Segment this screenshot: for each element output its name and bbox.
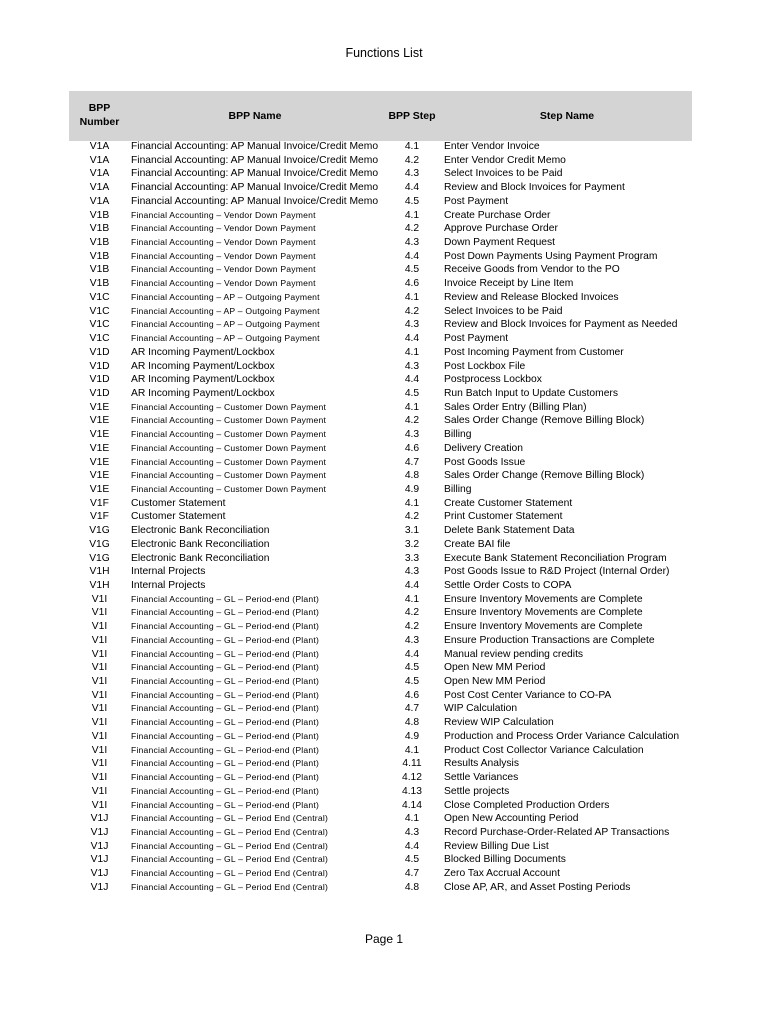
cell-step-name: Open New Accounting Period (444, 813, 579, 825)
cell-step-name: Approve Purchase Order (444, 223, 558, 235)
cell-bpp-name: Electronic Bank Reconciliation (131, 525, 270, 537)
table-row (69, 373, 692, 387)
cell-bpp-step: 4.6 (404, 278, 420, 290)
cell-bpp-number: V1B (89, 250, 110, 262)
cell-bpp-step: 4.1 (404, 497, 420, 509)
cell-bpp-name: Internal Projects (131, 580, 206, 591)
cell-bpp-step: 4.4 (404, 333, 420, 345)
header-step-name: Step Name (539, 110, 595, 122)
table-row (69, 442, 692, 456)
cell-bpp-number: V1D (89, 346, 110, 358)
cell-bpp-step: 4.3 (404, 566, 420, 578)
table-row (69, 167, 692, 181)
cell-bpp-name: Electronic Bank Reconciliation (131, 538, 270, 550)
document-title: Functions List (345, 46, 423, 60)
cell-step-name: Sales Order Change (Remove Billing Block) (444, 415, 645, 427)
cell-bpp-number: V1I (91, 772, 108, 784)
cell-bpp-name: Financial Accounting – GL – Period-end (Plant) (131, 676, 320, 687)
cell-bpp-step: 4.8 (404, 881, 420, 893)
cell-bpp-number: V1B (89, 278, 110, 290)
cell-bpp-name: Financial Accounting – GL – Period-end (Plant) (131, 717, 320, 728)
cell-bpp-step: 4.2 (404, 154, 420, 166)
cell-bpp-name: Financial Accounting – GL – Period-end (Plant) (131, 607, 320, 618)
cell-bpp-number: V1I (91, 634, 108, 646)
cell-step-name: Ensure Inventory Movements are Complete (444, 593, 643, 605)
cell-bpp-name: Financial Accounting: AP Manual Invoice/Credit Memo (131, 168, 379, 180)
cell-bpp-name: Customer Statement (131, 497, 226, 509)
table-row (69, 209, 692, 223)
cell-step-name: Execute Bank Statement Reconciliation Program (444, 552, 667, 564)
cell-step-name: Postprocess Lockbox (444, 374, 542, 386)
table-row (69, 565, 692, 579)
table-row (69, 277, 692, 291)
cell-bpp-number: V1H (89, 580, 110, 591)
table-row (69, 195, 692, 209)
cell-bpp-step: 4.4 (404, 580, 420, 591)
cell-bpp-name: Financial Accounting – GL – Period End (Central) (131, 840, 329, 851)
cell-bpp-name: Financial Accounting: AP Manual Invoice/Credit Memo (131, 182, 379, 194)
cell-step-name: Create Purchase Order (444, 209, 551, 221)
table-row (69, 881, 692, 895)
cell-step-name: Ensure Inventory Movements are Complete (444, 607, 643, 619)
cell-bpp-step: 3.3 (404, 552, 420, 564)
cell-bpp-number: V1D (89, 374, 110, 386)
cell-bpp-number: V1E (89, 429, 110, 441)
cell-bpp-step: 4.3 (404, 429, 420, 441)
table-row (69, 757, 692, 771)
table-row (69, 702, 692, 716)
cell-step-name: Ensure Inventory Movements are Complete (444, 621, 643, 633)
cell-step-name: Zero Tax Accrual Account (444, 868, 560, 880)
table-row (69, 785, 692, 799)
cell-bpp-step: 3.2 (404, 538, 420, 550)
cell-bpp-name: Financial Accounting – GL – Period End (Central) (131, 881, 329, 892)
cell-bpp-name: Financial Accounting: AP Manual Invoice/Credit Memo (131, 154, 379, 166)
cell-step-name: Settle projects (444, 785, 510, 797)
cell-bpp-step: 4.3 (404, 360, 420, 372)
cell-bpp-step: 4.3 (404, 826, 420, 838)
cell-step-name: Post Incoming Payment from Customer (444, 346, 624, 358)
cell-bpp-step: 4.11 (402, 758, 422, 770)
cell-bpp-name: Financial Accounting – Vendor Down Payment (131, 237, 316, 248)
cell-bpp-number: V1J (90, 881, 109, 893)
cell-bpp-number: V1E (89, 470, 110, 482)
cell-bpp-name: Financial Accounting – Vendor Down Payment (131, 209, 316, 220)
table-row (69, 305, 692, 319)
cell-bpp-step: 4.7 (404, 868, 420, 880)
table-row (69, 414, 692, 428)
cell-bpp-name: Financial Accounting – GL – Period-end (Plant) (131, 593, 320, 604)
cell-bpp-name: Financial Accounting – GL – Period-end (Plant) (131, 703, 320, 714)
cell-step-name: Billing (444, 483, 472, 495)
cell-bpp-number: V1A (89, 168, 110, 180)
cell-bpp-number: V1A (89, 195, 110, 207)
cell-bpp-step: 4.4 (404, 250, 420, 262)
table-row (69, 456, 692, 470)
cell-step-name: Create BAI file (444, 538, 511, 550)
cell-step-name: Open New MM Period (444, 662, 546, 674)
cell-bpp-name: Financial Accounting – AP – Outgoing Payment (131, 333, 320, 344)
cell-bpp-step: 4.4 (404, 648, 420, 660)
cell-step-name: Review Billing Due List (444, 840, 549, 852)
cell-step-name: Open New MM Period (444, 676, 546, 688)
cell-bpp-step: 4.2 (404, 621, 420, 633)
cell-step-name: Review WIP Calculation (444, 717, 554, 729)
table-row (69, 867, 692, 881)
cell-step-name: Ensure Production Transactions are Complete (444, 634, 655, 646)
table-row (69, 744, 692, 758)
cell-bpp-name: AR Incoming Payment/Lockbox (131, 374, 275, 386)
cell-bpp-number: V1I (91, 676, 108, 688)
cell-bpp-number: V1J (90, 813, 109, 825)
cell-bpp-number: V1B (89, 264, 110, 276)
cell-bpp-name: AR Incoming Payment/Lockbox (131, 387, 275, 399)
cell-bpp-name: Electronic Bank Reconciliation (131, 552, 270, 564)
table-row (69, 853, 692, 867)
table-row (69, 648, 692, 662)
table-row (69, 606, 692, 620)
cell-step-name: Enter Vendor Credit Memo (444, 154, 566, 166)
cell-bpp-step: 4.1 (404, 291, 420, 303)
cell-bpp-number: V1C (89, 319, 110, 331)
cell-bpp-name: Financial Accounting – Vendor Down Payment (131, 223, 316, 234)
cell-bpp-number: V1I (91, 689, 108, 701)
cell-step-name: Sales Order Entry (Billing Plan) (444, 401, 587, 413)
cell-step-name: Receive Goods from Vendor to the PO (444, 264, 620, 276)
cell-bpp-step: 4.4 (404, 840, 420, 852)
cell-bpp-name: Financial Accounting – GL – Period-end (Plant) (131, 634, 320, 645)
cell-bpp-number: V1I (91, 593, 108, 605)
table-row (69, 812, 692, 826)
cell-bpp-step: 4.7 (404, 703, 420, 715)
cell-bpp-number: V1I (91, 785, 108, 797)
table-row (69, 154, 692, 168)
cell-bpp-name: AR Incoming Payment/Lockbox (131, 346, 275, 358)
cell-bpp-name: Financial Accounting – GL – Period-end (Plant) (131, 744, 320, 755)
header-bpp-number: BPP Number (79, 102, 120, 128)
cell-step-name: Enter Vendor Invoice (444, 141, 540, 152)
table-row (69, 799, 692, 813)
cell-bpp-step: 4.2 (404, 415, 420, 427)
cell-step-name: Post Goods Issue (444, 456, 526, 468)
cell-step-name: Create Customer Statement (444, 497, 573, 509)
cell-bpp-number: V1F (90, 497, 109, 509)
table-row (69, 250, 692, 264)
cell-bpp-step: 4.2 (404, 305, 420, 317)
cell-bpp-step: 4.12 (401, 772, 423, 784)
cell-bpp-number: V1B (89, 209, 110, 221)
cell-bpp-step: 4.6 (404, 442, 420, 454)
table-header (69, 91, 692, 141)
cell-bpp-step: 4.2 (404, 511, 420, 523)
cell-bpp-name: Financial Accounting – Customer Down Payment (131, 401, 327, 412)
cell-bpp-name: Financial Accounting – GL – Period-end (Plant) (131, 772, 320, 783)
table-row (69, 483, 692, 497)
table-row (69, 675, 692, 689)
cell-bpp-number: V1D (89, 387, 110, 399)
cell-bpp-number: V1I (91, 662, 108, 674)
cell-bpp-name: Financial Accounting – AP – Outgoing Payment (131, 291, 320, 302)
cell-bpp-number: V1E (89, 442, 110, 454)
table-row (69, 387, 692, 401)
cell-bpp-number: V1I (91, 717, 108, 729)
cell-bpp-step: 4.13 (401, 785, 423, 797)
cell-bpp-step: 4.5 (404, 676, 420, 688)
cell-step-name: Settle Variances (444, 772, 519, 784)
cell-step-name: Close AP, AR, and Asset Posting Periods (444, 881, 631, 893)
cell-bpp-name: Customer Statement (131, 511, 226, 523)
cell-bpp-name: Financial Accounting – Customer Down Payment (131, 415, 327, 426)
cell-step-name: Post Cost Center Variance to CO-PA (444, 689, 612, 701)
cell-bpp-number: V1I (91, 730, 108, 742)
table-row (69, 552, 692, 566)
cell-bpp-name: Financial Accounting – GL – Period-end (Plant) (131, 648, 320, 659)
cell-step-name: Run Batch Input to Update Customers (444, 387, 618, 399)
cell-step-name: Delivery Creation (444, 442, 523, 454)
cell-bpp-step: 4.8 (404, 470, 420, 482)
cell-bpp-step: 4.7 (404, 456, 420, 468)
cell-bpp-step: 3.1 (404, 525, 420, 537)
functions-table-body (69, 140, 692, 895)
table-row (69, 401, 692, 415)
table-row (69, 771, 692, 785)
cell-bpp-number: V1J (90, 854, 109, 866)
cell-bpp-name: Financial Accounting – GL – Period-end (Plant) (131, 758, 320, 769)
cell-bpp-step: 4.3 (404, 168, 420, 180)
cell-bpp-step: 4.1 (404, 813, 420, 825)
cell-step-name: Post Lockbox File (444, 360, 526, 372)
cell-bpp-step: 4.3 (404, 634, 420, 646)
cell-step-name: Print Customer Statement (444, 511, 563, 523)
table-row (69, 730, 692, 744)
cell-bpp-number: V1B (89, 223, 110, 235)
cell-bpp-step: 4.14 (401, 799, 423, 811)
header-bpp-name: BPP Name (228, 110, 282, 122)
table-row (69, 360, 692, 374)
table-row (69, 291, 692, 305)
table-row (69, 332, 692, 346)
cell-bpp-name: Financial Accounting – GL – Period End (Central) (131, 854, 329, 865)
table-row (69, 510, 692, 524)
table-row (69, 661, 692, 675)
cell-bpp-step: 4.5 (404, 387, 420, 399)
cell-bpp-name: Financial Accounting – GL – Period-end (Plant) (131, 785, 320, 796)
cell-bpp-step: 4.5 (404, 662, 420, 674)
table-row (69, 524, 692, 538)
cell-bpp-name: Financial Accounting – Vendor Down Payment (131, 250, 316, 261)
table-row (69, 181, 692, 195)
cell-bpp-number: V1G (89, 552, 110, 564)
cell-bpp-number: V1E (89, 415, 110, 427)
cell-bpp-number: V1F (90, 511, 109, 523)
cell-bpp-name: Financial Accounting – GL – Period End (Central) (131, 826, 329, 837)
cell-step-name: Manual review pending credits (444, 648, 584, 660)
cell-bpp-number: V1J (90, 840, 109, 852)
cell-bpp-number: V1E (89, 483, 110, 495)
cell-bpp-name: Financial Accounting – Customer Down Payment (131, 470, 327, 481)
cell-bpp-step: 4.6 (404, 689, 420, 701)
cell-bpp-number: V1I (91, 607, 108, 619)
cell-bpp-step: 4.5 (404, 195, 420, 207)
table-row (69, 593, 692, 607)
table-row (69, 318, 692, 332)
cell-bpp-number: V1I (91, 758, 108, 770)
cell-bpp-step: 4.4 (404, 182, 420, 194)
cell-bpp-step: 4.4 (404, 374, 420, 386)
cell-step-name: Review and Block Invoices for Payment as Needed (444, 319, 678, 331)
cell-step-name: Record Purchase-Order-Related AP Transactions (444, 826, 670, 838)
table-row (69, 634, 692, 648)
cell-step-name: Post Payment (444, 195, 509, 207)
cell-bpp-name: Financial Accounting – Vendor Down Payment (131, 278, 316, 289)
cell-bpp-name: Financial Accounting: AP Manual Invoice/Credit Memo (131, 195, 379, 207)
cell-bpp-number: V1G (89, 525, 110, 537)
cell-bpp-number: V1B (89, 237, 110, 249)
cell-bpp-number: V1A (89, 154, 110, 166)
cell-step-name: Post Goods Issue to R&D Project (Internal Order) (444, 566, 670, 578)
cell-bpp-name: Financial Accounting – AP – Outgoing Payment (131, 305, 320, 316)
cell-bpp-name: Financial Accounting – Customer Down Payment (131, 429, 327, 440)
cell-step-name: Production and Process Order Variance Calculation (444, 730, 680, 742)
cell-bpp-name: Financial Accounting – GL – Period-end (Plant) (131, 689, 320, 700)
table-row (69, 346, 692, 360)
cell-bpp-step: 4.1 (404, 346, 420, 358)
table-row (69, 716, 692, 730)
cell-bpp-number: V1D (89, 360, 110, 372)
cell-bpp-step: 4.3 (404, 319, 420, 331)
cell-step-name: Select Invoices to be Paid (444, 168, 563, 180)
header-bpp-step: BPP Step (388, 110, 436, 122)
cell-step-name: Post Down Payments Using Payment Program (444, 250, 658, 262)
table-row (69, 579, 692, 593)
cell-bpp-name: Financial Accounting – Customer Down Payment (131, 456, 327, 467)
cell-bpp-number: V1I (91, 703, 108, 715)
cell-step-name: Sales Order Change (Remove Billing Block) (444, 470, 645, 482)
cell-bpp-number: V1I (91, 621, 108, 633)
cell-bpp-step: 4.2 (404, 223, 420, 235)
cell-bpp-name: Financial Accounting – Customer Down Payment (131, 483, 327, 494)
cell-bpp-number: V1E (89, 456, 110, 468)
cell-bpp-number: V1I (91, 744, 108, 756)
cell-bpp-number: V1I (91, 648, 108, 660)
cell-step-name: Settle Order Costs to COPA (444, 580, 572, 591)
cell-bpp-step: 4.8 (404, 717, 420, 729)
cell-step-name: Blocked Billing Documents (444, 854, 566, 866)
cell-bpp-step: 4.9 (404, 483, 420, 495)
table-row (69, 689, 692, 703)
cell-bpp-name: Financial Accounting – AP – Outgoing Payment (131, 319, 320, 330)
cell-step-name: Review and Release Blocked Invoices (444, 291, 619, 303)
cell-bpp-number: V1J (90, 826, 109, 838)
table-row (69, 620, 692, 634)
cell-bpp-step: 4.1 (404, 141, 420, 152)
cell-bpp-step: 4.5 (404, 854, 420, 866)
cell-bpp-number: V1A (89, 182, 110, 194)
cell-step-name: Review and Block Invoices for Payment (444, 182, 625, 194)
cell-bpp-step: 4.9 (404, 730, 420, 742)
cell-bpp-name: Financial Accounting – GL – Period-end (Plant) (131, 799, 320, 810)
cell-step-name: WIP Calculation (444, 703, 518, 715)
cell-bpp-number: V1I (91, 799, 108, 811)
cell-bpp-number: V1E (89, 401, 110, 413)
cell-bpp-number: V1C (89, 305, 110, 317)
cell-bpp-name: Internal Projects (131, 566, 206, 578)
cell-bpp-name: Financial Accounting – GL – Period-end (Plant) (131, 730, 320, 741)
cell-step-name: Results Analysis (444, 758, 519, 770)
cell-step-name: Select Invoices to be Paid (444, 305, 563, 317)
table-row (69, 538, 692, 552)
table-row (69, 222, 692, 236)
table-row (69, 428, 692, 442)
cell-bpp-name: Financial Accounting – GL – Period End (Central) (131, 813, 329, 824)
cell-bpp-number: V1H (89, 566, 110, 578)
cell-bpp-step: 4.5 (404, 264, 420, 276)
cell-bpp-number: V1A (89, 141, 110, 152)
cell-bpp-name: Financial Accounting – GL – Period-end (Plant) (131, 621, 320, 632)
cell-bpp-name: Financial Accounting – Customer Down Payment (131, 442, 327, 453)
table-row (69, 140, 692, 154)
cell-step-name: Post Payment (444, 333, 509, 345)
cell-bpp-name: AR Incoming Payment/Lockbox (131, 360, 275, 372)
table-row (69, 469, 692, 483)
cell-step-name: Invoice Receipt by Line Item (444, 278, 574, 290)
cell-bpp-step: 4.1 (404, 209, 420, 221)
table-row (69, 236, 692, 250)
cell-bpp-step: 4.1 (404, 744, 420, 756)
cell-step-name: Close Completed Production Orders (444, 799, 610, 811)
cell-bpp-number: V1J (90, 868, 109, 880)
cell-bpp-step: 4.2 (404, 607, 420, 619)
cell-bpp-step: 4.1 (404, 401, 420, 413)
cell-bpp-number: V1G (89, 538, 110, 550)
cell-bpp-name: Financial Accounting: AP Manual Invoice/Credit Memo (131, 141, 379, 152)
cell-bpp-step: 4.3 (404, 237, 420, 249)
cell-bpp-name: Financial Accounting – GL – Period End (Central) (131, 868, 329, 879)
page-number: Page 1 (364, 932, 404, 946)
cell-bpp-name: Financial Accounting – Vendor Down Payment (131, 264, 316, 275)
cell-step-name: Down Payment Request (444, 237, 556, 249)
table-row (69, 840, 692, 854)
cell-bpp-number: V1C (89, 291, 110, 303)
table-row (69, 263, 692, 277)
table-row (69, 497, 692, 511)
cell-bpp-step: 4.1 (404, 593, 420, 605)
cell-step-name: Product Cost Collector Variance Calculation (444, 744, 644, 756)
cell-bpp-name: Financial Accounting – GL – Period-end (Plant) (131, 662, 320, 673)
cell-step-name: Delete Bank Statement Data (444, 525, 575, 537)
cell-bpp-number: V1C (89, 333, 110, 345)
cell-step-name: Billing (444, 429, 472, 441)
table-row (69, 826, 692, 840)
